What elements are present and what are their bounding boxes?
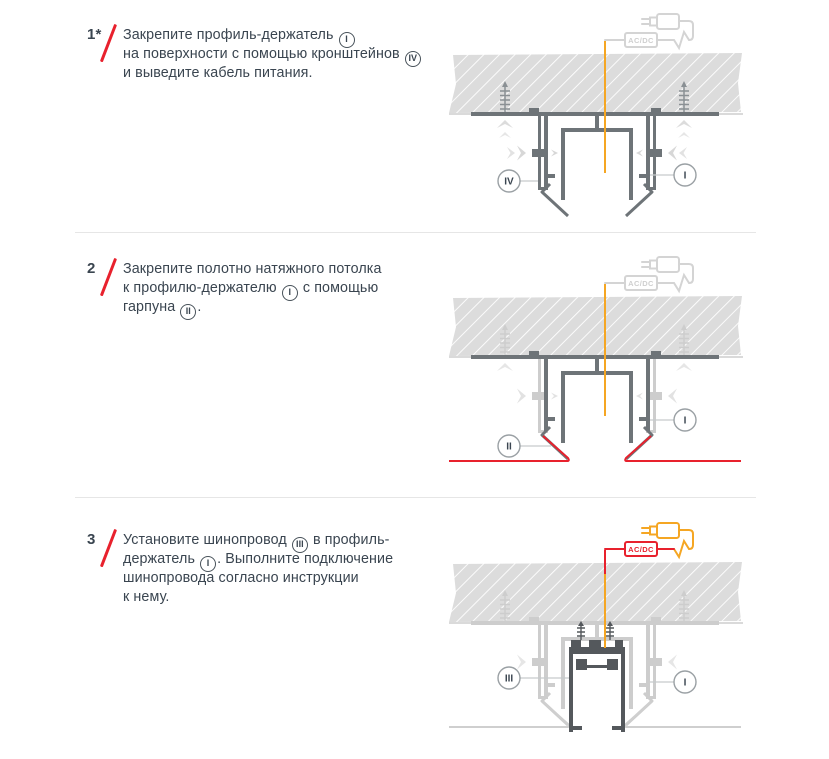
- step-number-2: 2: [87, 260, 96, 277]
- svg-text:III: III: [504, 673, 514, 685]
- diagram-step-3: [447, 522, 747, 744]
- text-segment: с помощью: [298, 280, 379, 296]
- diagram-step-2: [447, 256, 747, 478]
- step-3-text: [123, 531, 393, 607]
- text-segment: и выведите кабель питания.: [123, 65, 313, 81]
- diagram-step-1: [447, 13, 747, 235]
- label-right: [650, 671, 696, 693]
- text-segment: Закрепите полотно натяжного потолка: [123, 261, 382, 277]
- fabric-right: [625, 702, 741, 727]
- ceiling-slab: [449, 562, 742, 622]
- text-segment: .: [197, 299, 202, 315]
- acdc-box: [625, 33, 657, 47]
- ref-badge: I: [339, 32, 355, 48]
- text-segment: шинопровода согласно инструкции: [123, 570, 359, 586]
- label-left: [498, 435, 551, 457]
- fabric-right: [625, 436, 741, 461]
- text-segment: Установите шинопровод: [123, 532, 291, 548]
- text-segment: Закрепите профиль-держатель: [123, 27, 338, 43]
- acdc-box: [625, 542, 657, 556]
- svg-text:I: I: [683, 415, 687, 427]
- svg-text:AC/DC: AC/DC: [628, 36, 654, 45]
- side-screw-left: [517, 389, 558, 404]
- ref-badge: III: [292, 537, 308, 553]
- text-segment: к нему.: [123, 589, 170, 605]
- text-segment: в профиль-: [308, 532, 390, 548]
- ref-badge: IV: [405, 51, 421, 67]
- plug-icon: [642, 523, 679, 538]
- cable-break-icon: [674, 275, 689, 291]
- text-segment: гарпуна: [123, 299, 180, 315]
- red-slash-icon: [100, 529, 117, 567]
- step-2-text: [123, 260, 382, 317]
- ceiling-slab: [449, 296, 742, 356]
- side-screw-right: [636, 389, 677, 404]
- svg-text:II: II: [506, 441, 512, 453]
- cable-break-icon: [674, 541, 689, 557]
- red-slash-icon: [100, 258, 117, 296]
- red-slash-icon: [100, 24, 117, 62]
- text-line: [123, 64, 422, 83]
- power-adapter: [605, 14, 693, 48]
- acdc-box: [625, 276, 657, 290]
- side-screw-right: [636, 146, 687, 161]
- text-line: [123, 569, 393, 588]
- ref-badge: I: [200, 556, 216, 572]
- text-line: [123, 550, 393, 569]
- text-line: [123, 26, 422, 45]
- svg-text:I: I: [683, 170, 687, 182]
- svg-text:IV: IV: [504, 176, 514, 188]
- side-screw-left: [507, 146, 558, 161]
- label-left: [498, 667, 569, 689]
- step-1-text: [123, 26, 422, 83]
- fabric-left: [449, 702, 569, 727]
- text-line: [123, 588, 393, 607]
- text-segment: на поверхности с помощью кронштейнов: [123, 46, 404, 62]
- text-line: [123, 298, 382, 317]
- ceiling-slab: [449, 53, 742, 113]
- plug-icon: [642, 14, 679, 29]
- label-right: [650, 164, 696, 186]
- svg-text:AC/DC: AC/DC: [628, 279, 654, 288]
- label-right: [650, 409, 696, 431]
- svg-text:AC/DC: AC/DC: [628, 545, 654, 554]
- text-segment: держатель: [123, 551, 200, 567]
- text-line: [123, 260, 382, 279]
- step-number-3: 3: [87, 531, 96, 548]
- step-number-1: 1*: [87, 26, 102, 43]
- ref-badge: II: [180, 304, 196, 320]
- svg-text:I: I: [683, 677, 687, 689]
- plug-icon: [642, 257, 679, 272]
- power-adapter: [605, 523, 693, 557]
- text-line: [123, 279, 382, 298]
- label-left: [498, 170, 538, 192]
- text-line: [123, 531, 393, 550]
- text-segment: . Выполните подключение: [217, 551, 394, 567]
- ref-badge: I: [282, 285, 298, 301]
- cable-break-icon: [674, 32, 689, 48]
- text-line: [123, 45, 422, 64]
- power-adapter: [605, 257, 693, 291]
- text-segment: к профилю-держателю: [123, 280, 281, 296]
- section-divider: [75, 232, 756, 233]
- section-divider: [75, 497, 756, 498]
